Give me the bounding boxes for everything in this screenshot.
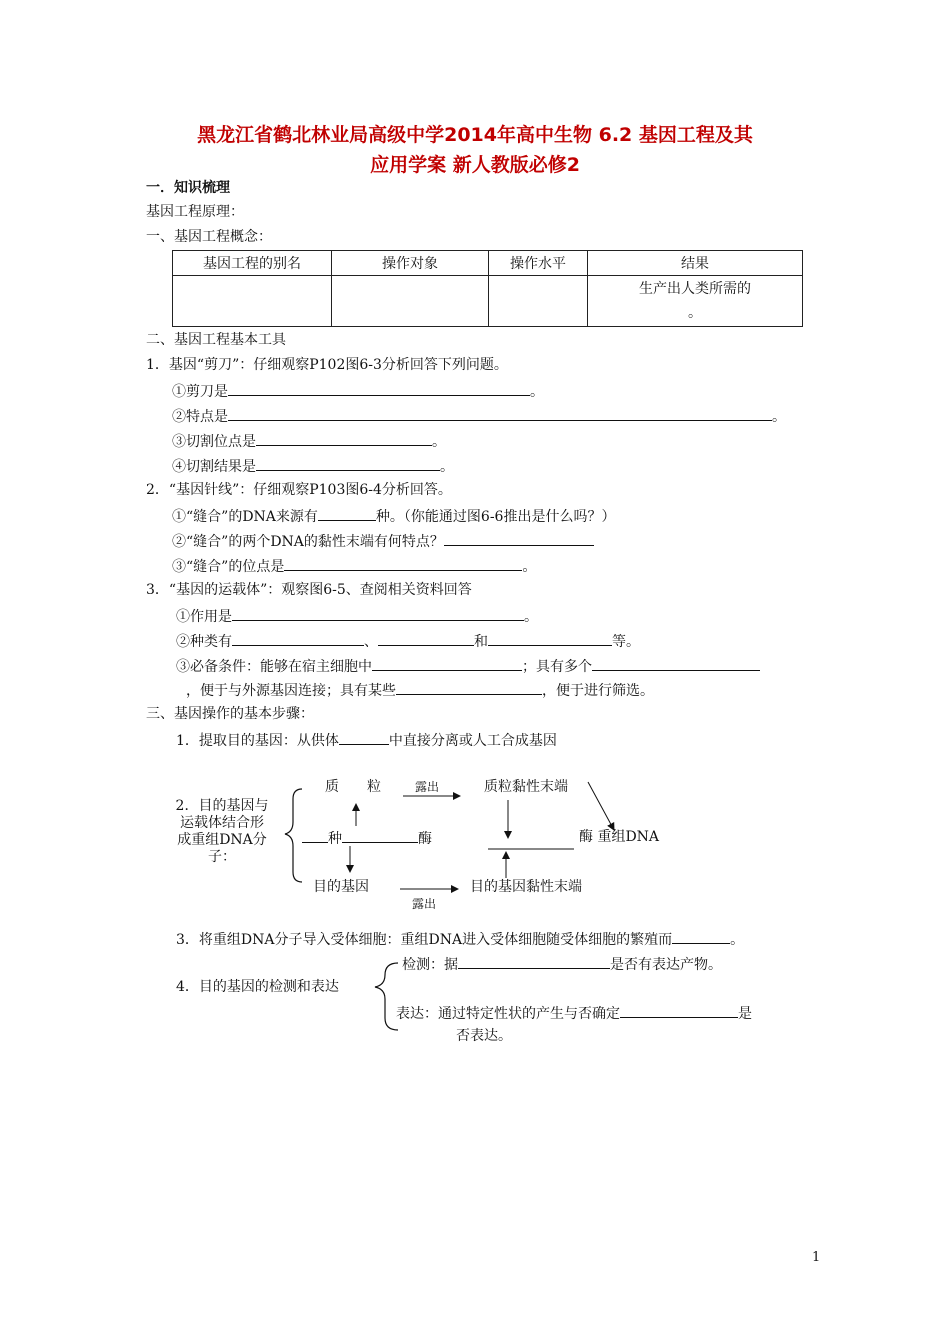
diagram-target-end: 目的基因黏性末端 [470, 879, 582, 895]
section-heading-knowledge: 一．知识梳理 [146, 180, 230, 196]
step-4-detect [402, 953, 722, 975]
question-2a-text: ①“缝合”的DNA来源有 [172, 509, 318, 525]
question-3c-line2-tail: ，便于进行筛选。 [542, 683, 654, 699]
question-1: 1．基因“剪刀”：仔细观察P102图6-3分析回答下列问题。 [146, 357, 508, 373]
diagram-recombinant: 重组DNA [597, 829, 660, 845]
question-2c-text: ③“缝合”的位点是 [172, 559, 285, 575]
step-1-tail: 中直接分离或人工合成基因 [388, 733, 557, 749]
table-header-result: 结果 [588, 251, 803, 276]
question-2: 2．“基因针线”：仔细观察P103图6-4分析回答。 [146, 482, 452, 498]
steps-heading: 三、基因操作的基本步骤： [146, 706, 314, 722]
question-3b-tail: 等。 [612, 634, 640, 650]
step-2-label-line2: 运载体结合形 [180, 815, 264, 831]
diagram-target-gene: 目的基因 [313, 879, 369, 895]
result-text-line1: 生产出人类所需的 [639, 281, 751, 297]
diagram-expose-top: 露出 [415, 780, 440, 794]
step-4-detect-text: 检测：据 [402, 957, 458, 973]
period-1a: 。 [530, 384, 544, 400]
tools-heading: 二、基因工程基本工具 [146, 332, 286, 348]
question-3: 3．“基因的运载体”：观察图6-5、查阅相关资料回答 [146, 582, 472, 598]
diagram-enzyme-1: 酶 [418, 831, 432, 847]
question-1c-text: ③切割位点是 [172, 434, 256, 450]
diagram-expose-bottom: 露出 [412, 897, 437, 911]
step-3 [176, 928, 744, 950]
diagram-kind-row [302, 827, 432, 849]
question-3a-text: ①作用是 [176, 609, 232, 625]
step-3-text: 3．将重组DNA分子导入受体细胞：重组DNA进入受体细胞随受体细胞的繁殖而 [176, 932, 673, 948]
blank-step-3[interactable] [672, 928, 730, 944]
table-header-level: 操作水平 [489, 251, 588, 276]
diagram-kind: 种 [328, 831, 342, 847]
period-3a: 。 [524, 609, 538, 625]
blank-kind[interactable] [302, 827, 328, 843]
arrow-diagonal-to-recombinant [588, 782, 614, 830]
question-1d-text: ④切割结果是 [172, 459, 256, 475]
diagram-plasmid-end: 质粒黏性末端 [484, 779, 568, 795]
question-3c-mid: ；具有多个 [522, 659, 592, 675]
step-2-label-line3: 成重组DNA分 [177, 832, 267, 848]
step-2-label-line4: 子： [208, 849, 236, 865]
table-header-alias: 基因工程的别名 [173, 251, 332, 276]
blank-step-4-detect[interactable] [458, 953, 610, 969]
brace-step-2 [285, 789, 302, 882]
page-title-line2: 应用学案 新人教版必修2 [370, 154, 580, 176]
period-1b: 。 [772, 409, 786, 425]
step-1-text: 1．提取目的基因：从供体 [176, 733, 339, 749]
blank-enzyme-1[interactable] [342, 827, 418, 843]
step-4-express-text: 表达：通过特定性状的产生与否确定 [396, 1006, 620, 1022]
blank-step-4-express[interactable] [620, 1002, 738, 1018]
question-3b-text: ②种类有 [176, 634, 232, 650]
period-step-3: 。 [730, 932, 745, 948]
question-1b-text: ②特点是 [172, 409, 228, 425]
diagram-plasmid: 质 粒 [325, 779, 381, 795]
question-2b-text: ②“缝合”的两个DNA的黏性末端有何特点？ [172, 534, 444, 550]
concept-heading: 一、基因工程概念： [146, 229, 272, 245]
question-3c-line2-text: ，便于与外源基因连接；具有某些 [186, 683, 396, 699]
principle-label: 基因工程原理： [146, 204, 244, 220]
separator-3b-2: 和 [474, 634, 488, 650]
page-title-line1: 黑龙江省鹤北林业局高级中学2014年高中生物 6.2 基因工程及其 [197, 124, 753, 146]
brace-step-4 [375, 963, 398, 1030]
question-2a-tail: 种。（你能通过图6-6推出是什么吗？） [375, 509, 616, 525]
page-number: 1 [812, 1250, 821, 1265]
step-2-label [164, 798, 280, 866]
step-4-express-tail: 是 [738, 1006, 752, 1022]
diagram-enzyme-2: 酶 [579, 829, 593, 845]
table-header-object: 操作对象 [332, 251, 489, 276]
step-4-express [396, 1002, 752, 1024]
step-4-detect-tail: 是否有表达产物。 [610, 957, 722, 973]
period-1d: 。 [440, 459, 454, 475]
period-1c: 。 [432, 434, 446, 450]
diagram-recombinant-row [579, 827, 659, 847]
question-1a-text: ①剪刀是 [172, 384, 228, 400]
period-2c: 。 [522, 559, 537, 575]
step-2-label-line1: 2．目的基因与 [175, 798, 269, 814]
step-4-express-line2: 否表达。 [456, 1028, 512, 1044]
question-3c-text: ③必备条件：能够在宿主细胞中 [176, 659, 372, 675]
result-text-line2: 。 [688, 305, 702, 321]
step-4-label: 4．目的基因的检测和表达 [176, 979, 339, 995]
separator-3b-1: 、 [364, 634, 378, 650]
